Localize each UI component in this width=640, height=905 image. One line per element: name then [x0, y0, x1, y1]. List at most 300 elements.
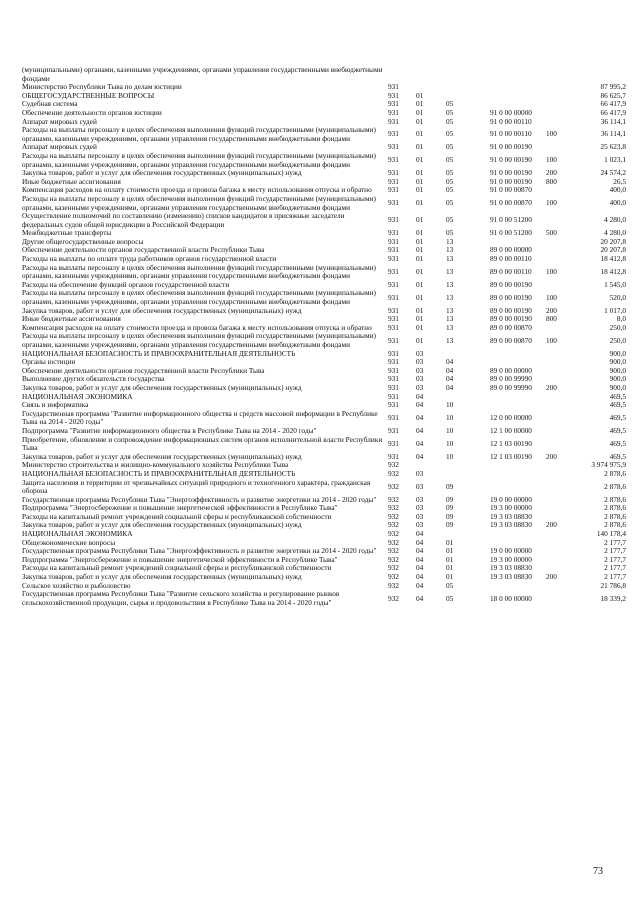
expense-type-code: 100 [546, 292, 557, 302]
section-code: 04 [416, 451, 424, 461]
target-article-code: 89 0 00 00190 [490, 279, 532, 289]
section-code: 04 [416, 438, 424, 448]
section-code: 01 [416, 116, 424, 126]
amount: 400,0 [609, 198, 626, 208]
section-code: 01 [416, 215, 424, 225]
amount: 21 786,8 [600, 580, 626, 590]
section-code: 01 [416, 322, 424, 332]
ministry-code: 931 [388, 185, 399, 195]
target-article-code: 89 0 00 00190 [490, 305, 532, 315]
subsection-code: 10 [446, 451, 454, 461]
target-article-code [490, 83, 546, 92]
row-name: Закупка товаров, работ и услуг для обеспечения государственных (муниципальных) нужд [22, 382, 302, 392]
amount: 2 878,6 [604, 468, 626, 478]
row-name: Аппарат мировых судей [22, 142, 97, 152]
ministry-code: 931 [388, 176, 399, 186]
section-code: 01 [416, 198, 424, 208]
subsection-code: 09 [446, 503, 454, 513]
subsection-code: 05 [446, 168, 454, 178]
amount [578, 66, 626, 83]
target-article-code: 91 0 00 00190 [490, 176, 532, 186]
subsection-code: 10 [446, 413, 454, 423]
subsection-code: 13 [446, 322, 454, 332]
ministry-code: 931 [388, 348, 399, 358]
target-article-code: 91 0 00 00190 [490, 155, 532, 165]
ministry-code: 931 [388, 168, 399, 178]
expense-type-code: 200 [546, 520, 557, 530]
amount: 36 114,1 [600, 129, 626, 139]
target-article-code: 89 0 00 99990 [490, 382, 532, 392]
target-article-code: 91 0 00 00190 [490, 168, 532, 178]
target-article-code: 91 0 00 00190 [490, 142, 532, 152]
budget-table [22, 66, 626, 607]
row-name: Аппарат мировых судей [22, 116, 97, 126]
section-code: 03 [416, 503, 424, 513]
expense-type-code [546, 212, 578, 229]
ministry-code: 931 [388, 266, 399, 276]
row-name: Расходы на выплаты персоналу в целях обеспечения выполнения функций государственными (муниципальными) органами, казенными учреждениями, органами управления государственными внебюджетными фондами [22, 262, 376, 281]
ministry-code: 932 [388, 511, 399, 521]
table-row [22, 410, 626, 427]
amount: 2 878,6 [604, 481, 626, 491]
subsection-code: 04 [446, 374, 454, 384]
expense-type-code: 200 [546, 382, 557, 392]
section-code: 01 [416, 279, 424, 289]
expense-type-code [546, 238, 578, 247]
amount: 400,0 [609, 185, 626, 195]
section-code: 04 [416, 572, 424, 582]
subsection-code: 01 [446, 546, 454, 556]
row-name: Министерство Республики Тыва по делам юстиции [22, 82, 182, 92]
ministry-code: 932 [388, 572, 399, 582]
expense-type-code [546, 367, 578, 376]
ministry-code: 931 [388, 357, 399, 367]
section-code: 04 [416, 537, 424, 547]
subsection-code: 09 [446, 481, 454, 491]
expense-type-code: 200 [546, 168, 557, 178]
ministry-code: 931 [388, 116, 399, 126]
section-code: 04 [416, 563, 424, 573]
expense-type-code: 100 [546, 155, 557, 165]
row-name: Государственная программа Республики Тыва "Развитие сельского хозяйства и регулирование рынков сельскохозяйственной продукции, сырья и продовольствия в Республике Тыва на 2014 - 2020 годы" [22, 589, 340, 607]
expense-type-code: 200 [546, 451, 557, 461]
target-article-code [490, 470, 546, 479]
amount: 140 178,4 [596, 529, 626, 539]
row-name: Расходы на выплаты персоналу в целях обеспечения выполнения функций государственными (муниципальными) органами, казенными учреждениями, органами управления государственными внебюджетными фондами [22, 125, 376, 143]
expense-type-code [546, 100, 578, 109]
target-article-code: 89 0 00 00110 [490, 254, 532, 264]
ministry-code: 931 [388, 438, 399, 448]
row-name: Расходы на выплаты персоналу в целях обеспечения выполнения функций государственными (муниципальными) органами, казенными учреждениями, органами управления государственными внебюджетными фондами [22, 150, 376, 169]
amount: 3 974 975,9 [591, 460, 626, 470]
ministry-code: 931 [388, 365, 399, 375]
row-name: ОБЩЕГОСУДАРСТВЕННЫЕ ВОПРОСЫ [22, 90, 155, 100]
section-code: 04 [416, 400, 424, 410]
amount: 2 177,7 [604, 572, 626, 582]
table-row [22, 109, 626, 118]
expense-type-code: 800 [546, 314, 557, 324]
table-row [22, 436, 626, 453]
row-name: Закупка товаров, работ и услуг для обеспечения государственных (муниципальных) нужд [22, 572, 302, 582]
target-article-code [490, 92, 546, 101]
section-code: 03 [416, 494, 424, 504]
target-article-code: 91 0 00 00110 [490, 129, 532, 139]
subsection-code: 05 [446, 185, 454, 195]
row-name: НАЦИОНАЛЬНАЯ ЭКОНОМИКА [22, 529, 133, 539]
section-code: 04 [416, 425, 424, 435]
target-article-code [490, 461, 546, 470]
amount: 36 114,1 [600, 116, 626, 126]
ministry-code: 931 [388, 413, 399, 423]
subsection-code: 09 [446, 511, 454, 521]
subsection-code: 05 [446, 129, 454, 139]
row-name: НАЦИОНАЛЬНАЯ БЕЗОПАСНОСТЬ И ПРАВООХРАНИТЕЛЬНАЯ ДЕЯТЕЛЬНОСТЬ [22, 348, 296, 358]
row-name: Иные бюджетные ассигнования [22, 176, 121, 186]
section-code: 01 [416, 228, 424, 238]
table-row [22, 212, 626, 229]
section-code: 03 [416, 374, 424, 384]
expense-type-code [546, 246, 578, 255]
amount: 20 207,8 [600, 245, 626, 255]
target-article-code: 89 0 00 00190 [490, 314, 532, 324]
ministry-code: 932 [388, 554, 399, 564]
target-article-code: 91 0 00 00110 [490, 116, 532, 126]
ministry-code: 932 [388, 494, 399, 504]
target-article-code: 12 1 03 00190 [490, 438, 532, 448]
ministry-code: 932 [388, 481, 399, 491]
ministry-code: 931 [388, 451, 399, 461]
amount: 469,5 [609, 391, 626, 401]
row-name: НАЦИОНАЛЬНАЯ БЕЗОПАСНОСТЬ И ПРАВООХРАНИТЕЛЬНАЯ ДЕЯТЕЛЬНОСТЬ [22, 468, 296, 478]
section-code: 04 [416, 529, 424, 539]
amount: 26,5 [613, 176, 626, 186]
subsection-code: 01 [446, 554, 454, 564]
subsection-code: 13 [446, 305, 454, 315]
table-row [22, 350, 626, 359]
subsection-code: 04 [446, 357, 454, 367]
expense-type-code [546, 547, 578, 556]
target-article-code [490, 530, 546, 539]
ministry-code: 931 [388, 82, 399, 92]
subsection-code: 13 [446, 236, 454, 246]
expense-type-code: 200 [546, 572, 557, 582]
row-name: Расходы на выплаты персоналу в целях обеспечения выполнения функций государственными (муниципальными) органами, казенными учреждениями, органами управления государственными внебюджетными фондами [22, 288, 376, 307]
target-article-code: 89 0 00 00000 [490, 245, 532, 255]
amount: 469,5 [609, 451, 626, 461]
subsection-code: 05 [446, 142, 454, 152]
subsection-code [446, 66, 490, 83]
section-code: 01 [416, 266, 424, 276]
section-code: 01 [416, 314, 424, 324]
section-code: 01 [416, 185, 424, 195]
target-article-code: 19 3 00 00000 [490, 554, 532, 564]
amount: 469,5 [609, 425, 626, 435]
section-code: 03 [416, 357, 424, 367]
subsection-code: 13 [446, 279, 454, 289]
amount: 18 339,2 [600, 593, 626, 603]
row-name: Закупка товаров, работ и услуг для обеспечения государственных (муниципальных) нужд [22, 451, 302, 461]
amount: 469,5 [609, 438, 626, 448]
subsection-code: 01 [446, 563, 454, 573]
subsection-code: 05 [446, 116, 454, 126]
ministry-code: 931 [388, 254, 399, 264]
subsection-code: 13 [446, 314, 454, 324]
ministry-code: 931 [388, 335, 399, 345]
expense-type-code [546, 350, 578, 359]
amount: 18 412,8 [600, 266, 626, 276]
subsection-code [446, 461, 490, 470]
amount: 2 878,6 [604, 511, 626, 521]
target-article-code: 19 3 03 08830 [490, 572, 532, 582]
row-name: Государственная программа Республики Тыва "Энергоэффективность и развитие энергетики на 2014 - 2020 годы" [22, 494, 377, 504]
expense-type-code [546, 461, 578, 470]
amount: 250,0 [609, 335, 626, 345]
expense-type-code [546, 410, 578, 427]
section-code: 01 [416, 90, 424, 100]
expense-type-code [546, 393, 578, 402]
section-code: 01 [416, 107, 424, 117]
expense-type-code [546, 118, 578, 127]
amount: 900,0 [609, 365, 626, 375]
table-row [22, 66, 626, 83]
section-code: 03 [416, 520, 424, 530]
ministry-code: 932 [388, 580, 399, 590]
amount: 24 574,2 [600, 168, 626, 178]
section-code: 01 [416, 142, 424, 152]
section-code: 01 [416, 129, 424, 139]
row-name: Расходы на выплаты по оплате труда работников органов государственной власти [22, 254, 277, 264]
expense-type-code [546, 324, 578, 333]
ministry-code: 932 [388, 503, 399, 513]
table-row [22, 92, 626, 101]
expense-type-code [546, 66, 578, 83]
target-article-code: 19 3 03 08830 [490, 520, 532, 530]
section-code: 04 [416, 391, 424, 401]
subsection-code: 13 [446, 266, 454, 276]
table-row [22, 126, 626, 143]
amount: 2 878,6 [604, 494, 626, 504]
section-code: 04 [416, 580, 424, 590]
ministry-code: 931 [388, 305, 399, 315]
target-article-code: 89 0 00 00110 [490, 266, 532, 276]
target-article-code: 19 0 00 00000 [490, 546, 532, 556]
row-name: Министерство строительства и жилищно-коммунального хозяйства Республики Тыва [22, 460, 289, 470]
target-article-code [490, 393, 546, 402]
ministry-code: 931 [388, 155, 399, 165]
ministry-code: 931 [388, 236, 399, 246]
target-article-code [490, 479, 546, 496]
ministry-code: 931 [388, 129, 399, 139]
ministry-code: 932 [388, 460, 399, 470]
target-article-code: 91 0 00 51200 [490, 228, 532, 238]
expense-type-code [546, 109, 578, 118]
amount: 4 280,0 [604, 228, 626, 238]
target-article-code: 18 0 00 00000 [490, 593, 532, 603]
expense-type-code [546, 92, 578, 101]
row-name: Компенсация расходов на оплату стоимости проезда и провоза багажа к месту использования отпуска и обратно [22, 185, 372, 195]
table-row [22, 393, 626, 402]
ministry-code [388, 66, 416, 83]
target-article-code: 89 0 00 00190 [490, 292, 532, 302]
ministry-code: 931 [388, 292, 399, 302]
amount: 86 625,7 [600, 90, 626, 100]
row-name: Компенсация расходов на оплату стоимости проезда и провоза багажа к месту использования отпуска и обратно [22, 322, 372, 332]
table-row [22, 152, 626, 169]
ministry-code: 931 [388, 391, 399, 401]
table-row [22, 479, 626, 496]
row-name: Осуществление полномочий по составлению (изменению) списков кандидатов в присяжные заседатели федеральных судов общей юрисдикции в Российской Федерации [22, 211, 345, 229]
amount: 1 017,0 [604, 305, 626, 315]
subsection-code: 05 [446, 215, 454, 225]
expense-type-code [546, 427, 578, 436]
section-code: 01 [416, 155, 424, 165]
expense-type-code: 500 [546, 228, 557, 238]
subsection-code: 13 [446, 292, 454, 302]
section-code: 01 [416, 176, 424, 186]
subsection-code: 13 [446, 335, 454, 345]
ministry-code: 931 [388, 198, 399, 208]
row-name: Обеспечение деятельности органов государственной власти Республики Тыва [22, 365, 265, 375]
row-name: Защита населения и территории от чрезвычайных ситуаций природного и техногенного характера, гражданская оборона [22, 477, 371, 496]
ministry-code: 931 [388, 322, 399, 332]
row-name: Сельское хозяйство и рыболовство [22, 580, 131, 590]
section-code: 01 [416, 236, 424, 246]
amount: 66 417,9 [600, 107, 626, 117]
expense-type-code [546, 496, 578, 505]
ministry-code: 931 [388, 374, 399, 384]
amount: 2 878,6 [604, 520, 626, 530]
expense-type-code [546, 143, 578, 152]
amount: 2 177,7 [604, 554, 626, 564]
target-article-code: 91 0 00 51200 [490, 215, 532, 225]
target-article-code: 19 3 00 00000 [490, 503, 532, 513]
ministry-code: 931 [388, 107, 399, 117]
section-code: 04 [416, 546, 424, 556]
subsection-code: 09 [446, 494, 454, 504]
subsection-code: 09 [446, 520, 454, 530]
ministry-code: 931 [388, 314, 399, 324]
table-row [22, 264, 626, 281]
ministry-code: 931 [388, 90, 399, 100]
section-code: 04 [416, 593, 424, 603]
section-code: 04 [416, 413, 424, 423]
ministry-code: 932 [388, 520, 399, 530]
row-name: Расходы на капитальный ремонт учреждений социальной сферы и республиканской собственности [22, 511, 332, 521]
row-name: Обеспечение деятельности органов юстиции [22, 107, 162, 117]
row-name: Связь и информатика [22, 400, 89, 410]
row-name: Расходы на обеспечение функций органов государственной власти [22, 279, 230, 289]
subsection-code: 05 [446, 593, 454, 603]
target-article-code: 19 3 03 08830 [490, 563, 532, 573]
budget-table-body [22, 66, 626, 607]
expense-type-code [546, 539, 578, 548]
ministry-code: 932 [388, 468, 399, 478]
amount: 2 177,7 [604, 537, 626, 547]
ministry-code: 931 [388, 215, 399, 225]
target-article-code: 19 0 00 00000 [490, 494, 532, 504]
amount: 66 417,9 [600, 99, 626, 109]
row-name: Обеспечение деятельности органов государственной власти Республики Тыва [22, 245, 265, 255]
row-name: Расходы на выплаты персоналу в целях обеспечения выполнения функций государственными (муниципальными) органами, казенными учреждениями, органами управления государственными внебюджетными фондами [22, 193, 376, 212]
amount: 25 623,8 [600, 142, 626, 152]
target-article-code [490, 401, 546, 410]
expense-type-code [546, 358, 578, 367]
ministry-code: 931 [388, 142, 399, 152]
ministry-code: 931 [388, 382, 399, 392]
section-code: 01 [416, 292, 424, 302]
subsection-code: 05 [446, 198, 454, 208]
section-code: 03 [416, 481, 424, 491]
target-article-code [490, 66, 546, 83]
expense-type-code: 100 [546, 198, 557, 208]
row-name: Закупка товаров, работ и услуг для обеспечения государственных (муниципальных) нужд [22, 520, 302, 530]
expense-type-code: 200 [546, 305, 557, 315]
ministry-code: 932 [388, 537, 399, 547]
section-code: 03 [416, 365, 424, 375]
section-code: 01 [416, 254, 424, 264]
budget-table-page [22, 65, 626, 607]
section-code: 01 [416, 168, 424, 178]
section-code: 01 [416, 99, 424, 109]
subsection-code: 01 [446, 572, 454, 582]
row-name: Общеэкономические вопросы [22, 537, 116, 547]
ministry-code: 932 [388, 563, 399, 573]
page-number: 73 [593, 866, 603, 877]
section-code: 04 [416, 554, 424, 564]
section-code: 03 [416, 468, 424, 478]
expense-type-code [546, 436, 578, 453]
expense-type-code [546, 470, 578, 479]
row-name: Государственная программа "Развитие информационного общества и средств массовой информации в Республике Тыва на 2014 - 2020 годы" [22, 408, 378, 427]
subsection-code: 05 [446, 99, 454, 109]
subsection-code: 04 [446, 382, 454, 392]
target-article-code: 89 0 00 00870 [490, 335, 532, 345]
amount: 900,0 [609, 357, 626, 367]
section-code: 03 [416, 348, 424, 358]
ministry-code: 931 [388, 425, 399, 435]
target-article-code: 89 0 00 00000 [490, 365, 532, 375]
table-row [22, 332, 626, 349]
amount: 2 177,7 [604, 546, 626, 556]
row-name: Подпрограмма "Развитие информационного общества в Республике Тыва на 2014 - 2020 годы" [22, 425, 317, 435]
amount: 469,5 [609, 413, 626, 423]
target-article-code [490, 350, 546, 359]
ministry-code: 932 [388, 529, 399, 539]
target-article-code: 91 0 00 00870 [490, 185, 532, 195]
row-name: Закупка товаров, работ и услуг для обеспечения государственных (муниципальных) нужд [22, 168, 302, 178]
target-article-code [490, 582, 546, 591]
ministry-code: 931 [388, 400, 399, 410]
ministry-code: 932 [388, 593, 399, 603]
amount: 250,0 [609, 322, 626, 332]
expense-type-code: 100 [546, 266, 557, 276]
amount: 900,0 [609, 348, 626, 358]
row-name: Расходы на капитальный ремонт учреждений социальной сферы и республиканской собственности [22, 563, 332, 573]
expense-type-code [546, 582, 578, 591]
amount: 2 878,6 [604, 503, 626, 513]
amount: 900,0 [609, 382, 626, 392]
subsection-code: 13 [446, 254, 454, 264]
subsection-code: 05 [446, 176, 454, 186]
subsection-code [446, 470, 490, 479]
ministry-code: 931 [388, 99, 399, 109]
expense-type-code [546, 186, 578, 195]
row-name: Приобретение, обновление и сопровождение информационных систем органов исполнительной власти Республики Тыва [22, 434, 383, 453]
amount: 2 177,7 [604, 563, 626, 573]
row-name: Другие общегосударственные вопросы [22, 236, 144, 246]
row-name: НАЦИОНАЛЬНАЯ ЭКОНОМИКА [22, 391, 133, 401]
row-name: Судебная система [22, 99, 78, 109]
